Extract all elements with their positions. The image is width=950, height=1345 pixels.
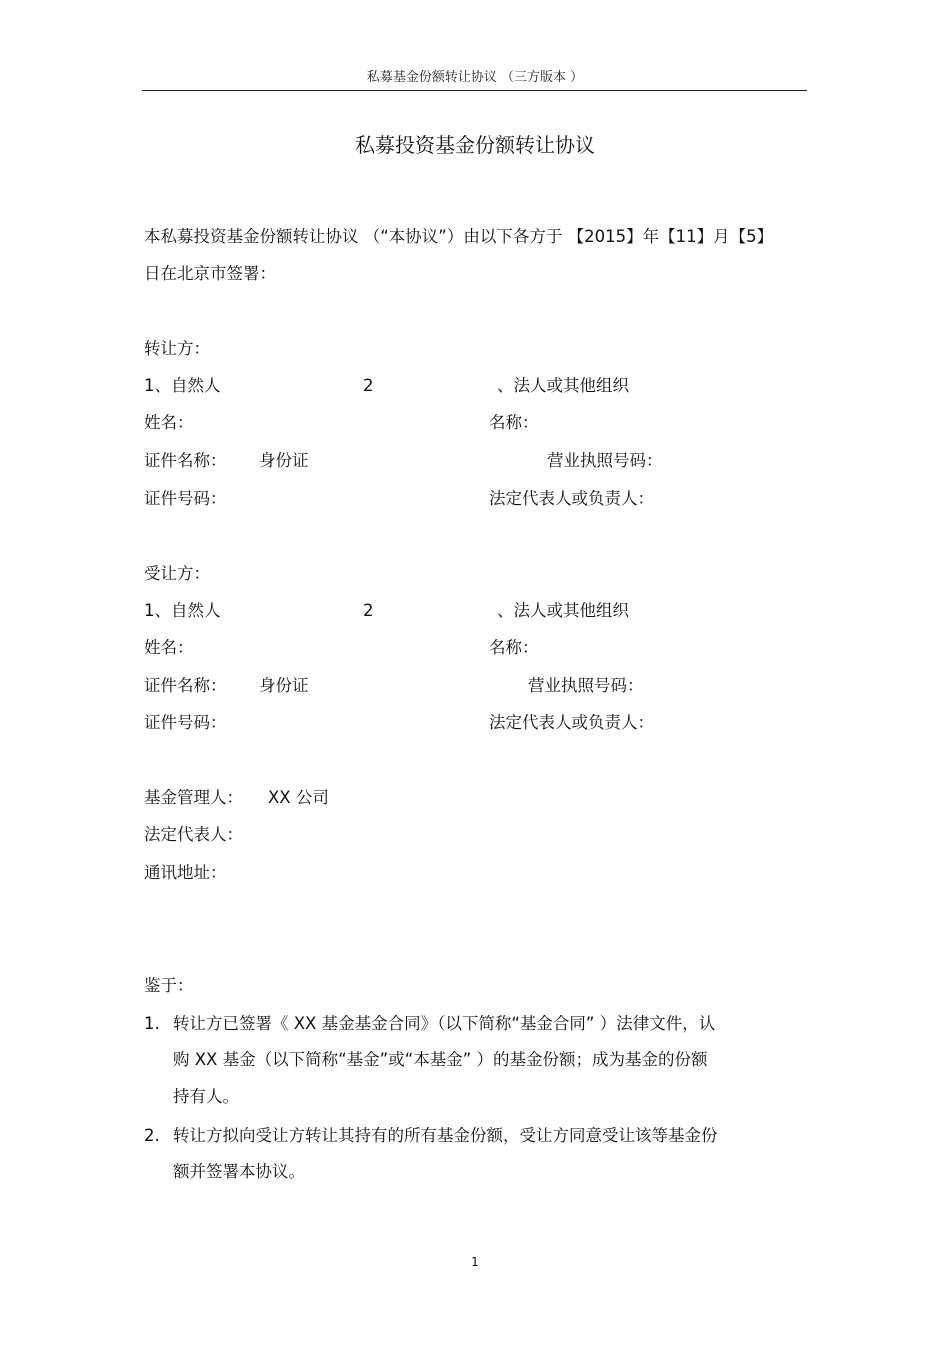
transferee-id-number-label: 证件号码： — [144, 713, 227, 732]
transferee-heading: 受让方： — [144, 564, 210, 583]
transferor-id-number-label: 证件号码： — [144, 489, 227, 508]
whereas-item-number: 1. — [144, 1014, 160, 1033]
manager-value: XX 公司 — [268, 788, 329, 807]
document-title: 私募投资基金份额转让协议 — [355, 133, 595, 157]
header-rule — [142, 90, 807, 91]
whereas-heading: 鉴于： — [144, 976, 194, 995]
whereas-item-1-line-2: 购 XX 基金（以下简称“基金”或“本基金” ）的基金份额；成为基金的份额 — [173, 1050, 708, 1069]
whereas-item-2-line-2: 额并签署本协议。 — [173, 1162, 305, 1181]
whereas-item-number: 2. — [144, 1126, 160, 1145]
transferor-representative-label: 法定代表人或负责人： — [489, 489, 654, 508]
page-number: 1 — [471, 1255, 479, 1269]
transferor-type-natural: 1、自然人 — [144, 376, 221, 395]
transferee-name-label: 姓名： — [144, 638, 194, 657]
whereas-item-2-line-1: 转让方拟向受让方转让其持有的所有基金份额，受让方同意受让该等基金份 — [173, 1126, 718, 1145]
intro-line-1: 本私募投资基金份额转让协议 （“本协议”）由以下各方于 【2015】年【11】月【5】 — [144, 227, 774, 246]
transferor-type-legal: 、法人或其他组织 — [497, 376, 629, 395]
manager-label: 基金管理人： — [144, 788, 243, 807]
transferor-id-type-label: 证件名称： — [144, 451, 227, 470]
transferor-type-number: 2 — [363, 376, 374, 395]
transferee-license-label: 营业执照号码： — [528, 676, 644, 695]
transferee-org-name-label: 名称： — [489, 638, 539, 657]
transferee-id-type-value: 身份证 — [259, 676, 309, 695]
intro-line-2: 日在北京市签署： — [144, 264, 276, 283]
manager-address-label: 通讯地址： — [144, 863, 227, 882]
transferor-org-name-label: 名称： — [489, 413, 539, 432]
transferor-id-type-value: 身份证 — [259, 451, 309, 470]
whereas-item-1-line-1: 转让方已签署《 XX 基金基金合同》（以下简称“基金合同” ）法律文件，认 — [173, 1014, 716, 1033]
transferor-name-label: 姓名： — [144, 413, 194, 432]
transferor-heading: 转让方： — [144, 339, 210, 358]
running-header: 私募基金份额转让协议 （三方版本 ） — [366, 70, 584, 85]
transferee-type-natural: 1、自然人 — [144, 601, 221, 620]
transferee-representative-label: 法定代表人或负责人： — [489, 713, 654, 732]
transferee-id-type-label: 证件名称： — [144, 676, 227, 695]
transferee-type-number: 2 — [363, 601, 374, 620]
manager-representative-label: 法定代表人： — [144, 825, 243, 844]
whereas-item-1-line-3: 持有人。 — [173, 1087, 239, 1106]
transferee-type-legal: 、法人或其他组织 — [497, 601, 629, 620]
transferor-license-label: 营业执照号码： — [547, 451, 663, 470]
